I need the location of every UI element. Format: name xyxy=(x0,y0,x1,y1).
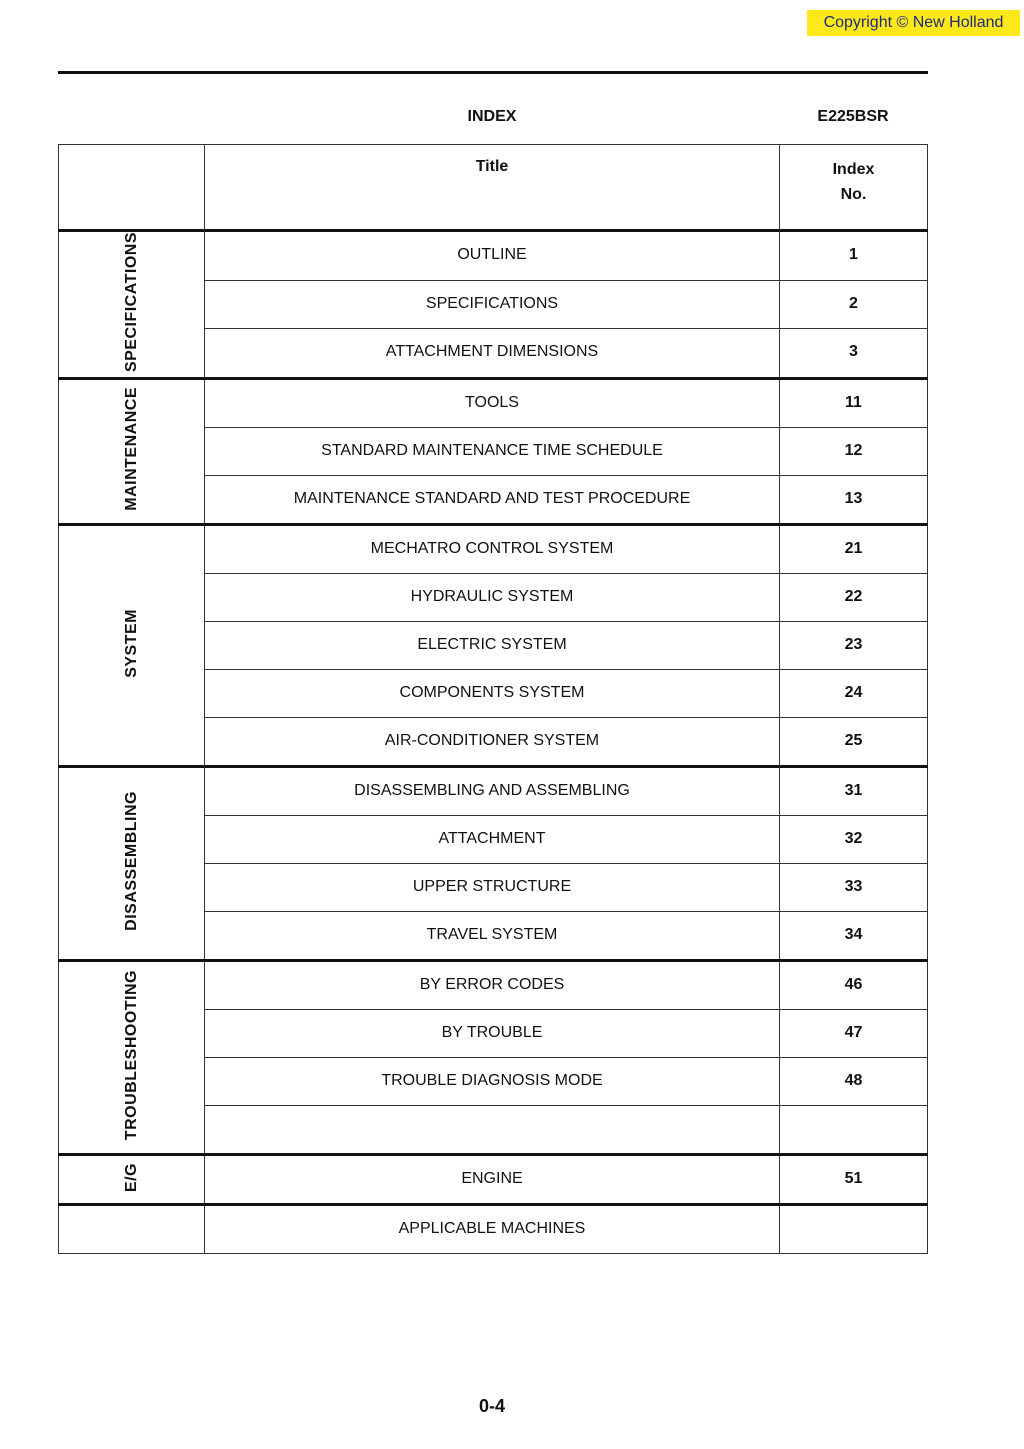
page-number: 0-4 xyxy=(478,1396,505,1416)
row-index-no: 3 xyxy=(780,329,928,379)
row-index-no: 25 xyxy=(780,718,928,767)
row-title: TROUBLE DIAGNOSIS MODE xyxy=(205,1058,780,1106)
section-cell xyxy=(59,961,205,1155)
title-column-header: Title xyxy=(205,145,780,231)
section-label: DISASSEMBLING xyxy=(122,791,140,931)
index-table xyxy=(58,144,928,1254)
table-row xyxy=(59,767,928,816)
row-index-no: 34 xyxy=(780,912,928,961)
row-title: SPECIFICATIONS xyxy=(205,280,780,329)
row-index-no: 23 xyxy=(780,622,928,670)
row-title: UPPER STRUCTURE xyxy=(205,864,780,912)
row-title: MAINTENANCE STANDARD AND TEST PROCEDURE xyxy=(205,476,780,525)
section-label: SYSTEM xyxy=(122,608,140,678)
row-index-no: 47 xyxy=(780,1010,928,1058)
section-label: E/G xyxy=(122,1162,140,1192)
row-index-no: 2 xyxy=(780,280,928,329)
section-cell xyxy=(59,379,205,525)
index-header-line-2: No. xyxy=(840,186,867,203)
table-row xyxy=(59,1205,928,1254)
index-header-line-1: Index xyxy=(832,161,875,178)
section-cell xyxy=(59,1205,205,1254)
section-label: MAINTENANCE xyxy=(122,387,140,511)
table-row xyxy=(59,1155,928,1205)
row-index-no: 32 xyxy=(780,816,928,864)
row-title: ATTACHMENT xyxy=(205,816,780,864)
row-index-no: 33 xyxy=(780,864,928,912)
row-title: ELECTRIC SYSTEM xyxy=(205,622,780,670)
table-row xyxy=(59,231,928,281)
row-title: TOOLS xyxy=(205,379,780,428)
row-index-no: 48 xyxy=(780,1058,928,1106)
section-cell xyxy=(59,231,205,379)
row-title xyxy=(205,1106,780,1155)
row-index-no xyxy=(780,1106,928,1155)
row-index-no: 46 xyxy=(780,961,928,1010)
row-title: OUTLINE xyxy=(205,231,780,281)
row-title: BY ERROR CODES xyxy=(205,961,780,1010)
row-index-no: 31 xyxy=(780,767,928,816)
section-cell xyxy=(59,767,205,961)
table-row xyxy=(59,525,928,574)
header-rule xyxy=(58,71,928,74)
page-title: INDEX xyxy=(467,108,517,125)
model-label: E225BSR xyxy=(817,108,889,125)
row-index-no xyxy=(780,1205,928,1254)
section-cell xyxy=(59,525,205,767)
table-row xyxy=(59,379,928,428)
row-title: MECHATRO CONTROL SYSTEM xyxy=(205,525,780,574)
row-index-no: 21 xyxy=(780,525,928,574)
row-title: STANDARD MAINTENANCE TIME SCHEDULE xyxy=(205,428,780,476)
row-title: APPLICABLE MACHINES xyxy=(205,1205,780,1254)
row-index-no: 51 xyxy=(780,1155,928,1205)
row-index-no: 1 xyxy=(780,231,928,281)
row-index-no: 24 xyxy=(780,670,928,718)
row-title: TRAVEL SYSTEM xyxy=(205,912,780,961)
row-index-no: 12 xyxy=(780,428,928,476)
table-row xyxy=(59,961,928,1010)
section-label: TROUBLESHOOTING xyxy=(122,969,140,1141)
section-label: SPECIFICATIONS xyxy=(122,232,140,373)
row-index-no: 22 xyxy=(780,574,928,622)
row-title: ATTACHMENT DIMENSIONS xyxy=(205,329,780,379)
copyright-badge: Copyright © New Holland xyxy=(807,10,1020,36)
row-index-no: 11 xyxy=(780,379,928,428)
section-cell xyxy=(59,1155,205,1205)
section-header-cell xyxy=(59,145,205,231)
row-title: ENGINE xyxy=(205,1155,780,1205)
index-no-column-header xyxy=(780,145,928,231)
row-title: AIR-CONDITIONER SYSTEM xyxy=(205,718,780,767)
row-title: HYDRAULIC SYSTEM xyxy=(205,574,780,622)
table-header-row xyxy=(59,145,928,231)
row-index-no: 13 xyxy=(780,476,928,525)
row-title: COMPONENTS SYSTEM xyxy=(205,670,780,718)
row-title: DISASSEMBLING AND ASSEMBLING xyxy=(205,767,780,816)
row-title: BY TROUBLE xyxy=(205,1010,780,1058)
